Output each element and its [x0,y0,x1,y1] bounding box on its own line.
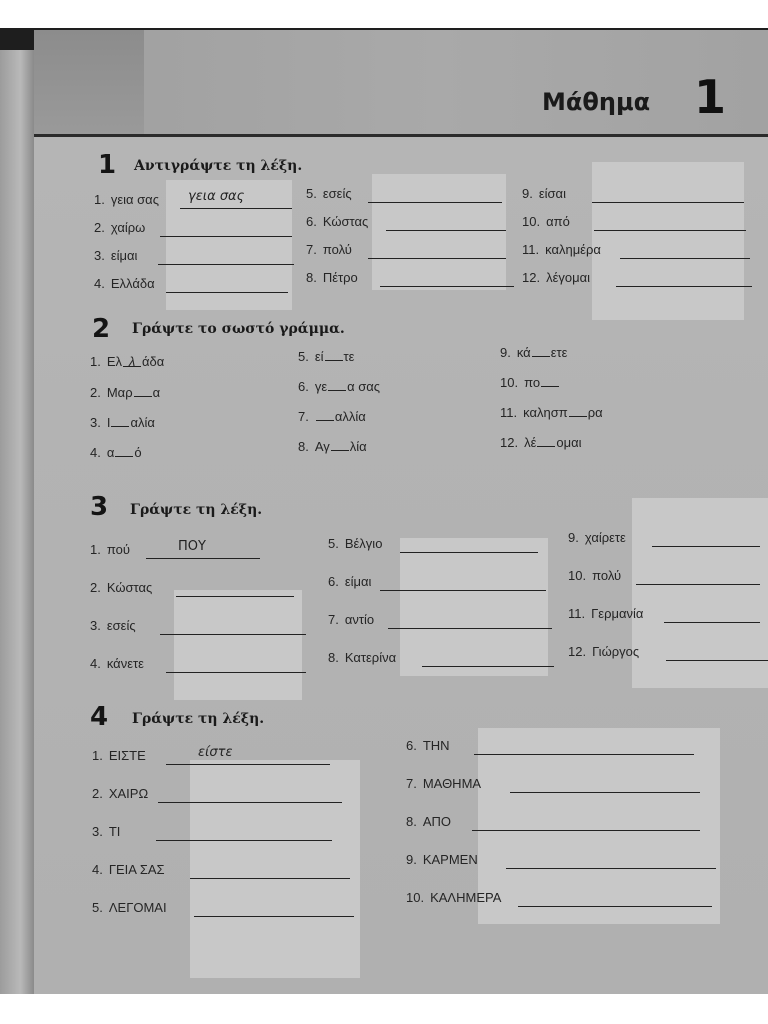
item-word: από [546,214,570,229]
item-number: 7. [406,776,417,791]
exercise-item [522,242,601,262]
item-word: Κατερίνα [344,650,397,665]
word-suffix: τε [343,349,355,364]
word-suffix: αλλία [334,409,366,424]
redaction-box [592,162,744,320]
answer-line[interactable] [594,230,746,231]
letter-blank[interactable] [537,434,555,447]
item-number: 10. [522,214,541,229]
item-number: 8. [298,439,309,454]
worksheet-page [34,30,768,994]
exercise-item [92,748,146,768]
letter-item [90,444,142,464]
item-word: Ελλάδα [110,276,155,291]
answer-line[interactable] [158,802,342,803]
answer-line[interactable] [666,660,768,661]
exercise-item [406,852,478,872]
item-number: 1. [90,354,101,369]
item-word: είσαι [538,186,566,201]
item-word: χαίρετε [584,530,626,545]
word-suffix: ρα [587,405,603,420]
item-number: 2. [90,385,101,400]
exercise-item [406,776,481,796]
item-number: 2. [92,786,103,801]
word-suffix: άδα [142,354,165,369]
letter-item [90,414,155,434]
item-number: 6. [406,738,417,753]
exercise-item [406,890,501,910]
item-word: Κώστας [322,214,369,229]
letter-blank[interactable] [325,348,343,361]
exercise-item [406,814,451,834]
answer-line[interactable] [592,202,744,203]
word-suffix: α σας [347,379,381,394]
exercise-item [94,248,137,268]
handwritten-answer: γεια σας [188,189,245,204]
left-page-edge [0,50,34,994]
word-prefix: κά [516,345,531,360]
answer-line[interactable] [368,202,502,203]
item-number: 10. [568,568,587,583]
item-word: Γερμανία [591,606,644,621]
answer-line[interactable] [368,258,506,259]
item-word: ΧΑΙΡΩ [108,786,149,801]
section-3-number: 3 [90,492,109,522]
word-prefix: πο [524,375,541,390]
answer-line[interactable] [156,840,332,841]
item-number: 5. [328,536,339,551]
item-word: ΛΕΓΟΜΑΙ [108,900,167,915]
item-word: πολύ [592,568,622,583]
item-number: 3. [90,618,101,633]
exercise-item [568,644,639,664]
letter-blank[interactable]: λ [123,354,141,367]
letter-blank[interactable] [541,374,559,387]
word-prefix: Ελ [106,354,123,369]
exercise-item [328,650,396,670]
word-suffix: αλία [130,415,155,430]
item-number: 1. [94,192,105,207]
letter-item [298,408,366,428]
word-prefix: Μαρ [106,385,133,400]
letter-blank[interactable] [111,414,129,427]
answer-line[interactable] [380,590,546,591]
exercise-item [522,214,570,234]
item-number: 2. [94,220,105,235]
item-number: 6. [306,214,317,229]
item-number: 12. [522,270,541,285]
item-word: ΑΠΟ [422,814,452,829]
item-number: 4. [90,445,101,460]
answer-line[interactable] [190,878,350,879]
exercise-item [328,536,382,556]
item-number: 7. [306,242,317,257]
redaction-box [190,760,360,978]
header-shade [34,30,144,136]
exercise-item [568,530,626,550]
exercise-item [306,270,358,290]
item-number: 9. [406,852,417,867]
item-number: 11. [500,405,518,420]
answer-line[interactable] [166,292,288,293]
answer-line[interactable] [194,916,354,917]
item-number: 8. [328,650,339,665]
answer-line[interactable] [664,622,760,623]
item-number: 9. [522,186,533,201]
letter-blank[interactable] [569,404,587,417]
item-number: 9. [568,530,579,545]
word-suffix: ετε [550,345,568,360]
item-number: 5. [298,349,309,364]
section-2-number: 2 [92,314,111,344]
item-number: 8. [406,814,417,829]
item-word: γεια σας [110,192,159,207]
exercise-item [90,542,130,562]
letter-item [90,354,164,374]
word-prefix: Αγ [314,439,330,454]
item-word: είμαι [110,248,138,263]
exercise-item [568,568,621,588]
letter-item [90,384,160,404]
item-number: 7. [328,612,339,627]
header-rule [34,134,768,137]
redaction-box [372,174,506,290]
header-band [34,30,768,136]
redaction-box [174,590,302,700]
section-2-title: Γράψτε το σωστό γράμμα. [132,321,345,337]
answer-line[interactable] [180,208,292,209]
item-word: καλημέρα [545,242,601,257]
item-word: κάνετε [106,656,144,671]
word-prefix: λέ [524,435,537,450]
answer-line[interactable] [616,286,752,287]
section-1-title: Αντιγράψτε τη λέξη. [134,158,303,174]
letter-blank[interactable] [328,378,346,391]
item-word: Κώστας [106,580,153,595]
item-word: ΜΑΘΗΜΑ [422,776,482,791]
answer-line[interactable] [510,792,700,793]
item-word: ΕΙΣΤΕ [108,748,146,763]
exercise-item [92,824,120,844]
item-word: αντίο [344,612,375,627]
exercise-item [522,186,566,206]
answer-line[interactable] [400,552,538,553]
item-number: 1. [92,748,103,763]
item-word: ΤΙ [108,824,121,839]
item-word: ΤΗΝ [422,738,450,753]
item-word: Πέτρο [322,270,358,285]
letter-item [500,404,603,424]
lesson-number: 1 [694,70,727,124]
exercise-item [94,192,159,212]
item-number: 9. [500,345,511,360]
answer-line[interactable] [166,672,306,673]
handwritten-answer: είστε [198,745,233,760]
letter-item [298,378,380,398]
answer-line[interactable] [176,596,294,597]
exercise-item [522,270,590,290]
word-prefix: εί [314,349,324,364]
exercise-item [94,220,145,240]
item-number: 4. [94,276,105,291]
section-4-number: 4 [90,702,109,732]
item-number: 3. [94,248,105,263]
letter-blank[interactable] [331,438,349,451]
answer-line[interactable] [472,830,700,831]
answer-line[interactable] [636,584,760,585]
letter-blank[interactable] [316,408,334,421]
exercise-item [306,242,352,262]
answer-line[interactable] [518,906,712,907]
letter-item [500,374,560,394]
answer-line[interactable] [422,666,554,667]
word-prefix: Ι [106,415,111,430]
letter-item [500,434,582,454]
item-word: λέγομαι [546,270,590,285]
item-number: 3. [92,824,103,839]
item-word: ΚΑΛΗΜΕΡΑ [430,890,502,905]
exercise-item [328,612,374,632]
item-word: χαίρω [110,220,146,235]
item-number: 4. [90,656,101,671]
letter-item [500,344,567,364]
exercise-item [90,580,152,600]
section-3-title: Γράψτε τη λέξη. [130,502,263,518]
item-number: 11. [522,242,540,257]
word-prefix: καλησπ [523,405,568,420]
letter-blank[interactable] [532,344,550,357]
exercise-item [328,574,371,594]
redaction-box [400,538,548,676]
answer-line[interactable] [620,258,750,259]
item-word: εσείς [322,186,352,201]
lesson-title: Μάθημα [542,88,651,116]
item-number: 4. [92,862,103,877]
item-word: ΓΕΙΑ ΣΑΣ [108,862,165,877]
answer-line[interactable] [380,286,514,287]
word-suffix: α [152,385,161,400]
answer-line[interactable] [160,236,292,237]
letter-item [298,438,367,458]
letter-blank[interactable] [134,384,152,397]
item-word: Βέλγιο [344,536,383,551]
exercise-item [94,276,155,296]
exercise-item [92,786,148,806]
handwritten-answer: ΠΟΥ [178,539,206,554]
item-number: 8. [306,270,317,285]
word-prefix: γε [314,379,328,394]
section-4-title: Γράψτε τη λέξη. [132,711,265,727]
item-number: 6. [328,574,339,589]
exercise-item [90,656,144,676]
exercise-item [406,738,450,758]
section-1-number: 1 [98,150,117,180]
item-number: 7. [298,409,309,424]
letter-blank[interactable] [115,444,133,457]
item-number: 10. [500,375,519,390]
answer-line[interactable] [160,634,306,635]
item-number: 10. [406,890,425,905]
item-word: είμαι [344,574,372,589]
item-number: 5. [306,186,317,201]
item-word: πού [106,542,130,557]
answer-line[interactable] [652,546,760,547]
exercise-item [568,606,643,626]
word-suffix: ό [134,445,142,460]
item-word: ΚΑΡΜΕΝ [422,852,478,867]
answer-line[interactable] [158,264,294,265]
exercise-item [306,214,368,234]
answer-line[interactable] [166,764,330,765]
item-number: 1. [90,542,101,557]
item-number: 6. [298,379,309,394]
answer-line[interactable] [386,230,506,231]
answer-line[interactable] [388,628,552,629]
exercise-item [92,862,165,882]
item-word: πολύ [322,242,352,257]
item-number: 2. [90,580,101,595]
word-suffix: ομαι [556,435,582,450]
item-number: 3. [90,415,101,430]
item-word: Γιώργος [592,644,640,659]
exercise-item [90,618,136,638]
exercise-item [92,900,167,920]
answer-line[interactable] [506,868,716,869]
word-prefix: α [106,445,115,460]
item-word: εσείς [106,618,136,633]
answer-line[interactable] [474,754,694,755]
item-number: 5. [92,900,103,915]
exercise-item [306,186,352,206]
worksheet-photo [0,28,768,994]
answer-line[interactable] [146,558,260,559]
item-number: 12. [500,435,519,450]
item-number: 12. [568,644,587,659]
item-number: 11. [568,606,586,621]
letter-item [298,348,354,368]
word-suffix: λία [349,439,367,454]
redaction-box [478,728,720,924]
